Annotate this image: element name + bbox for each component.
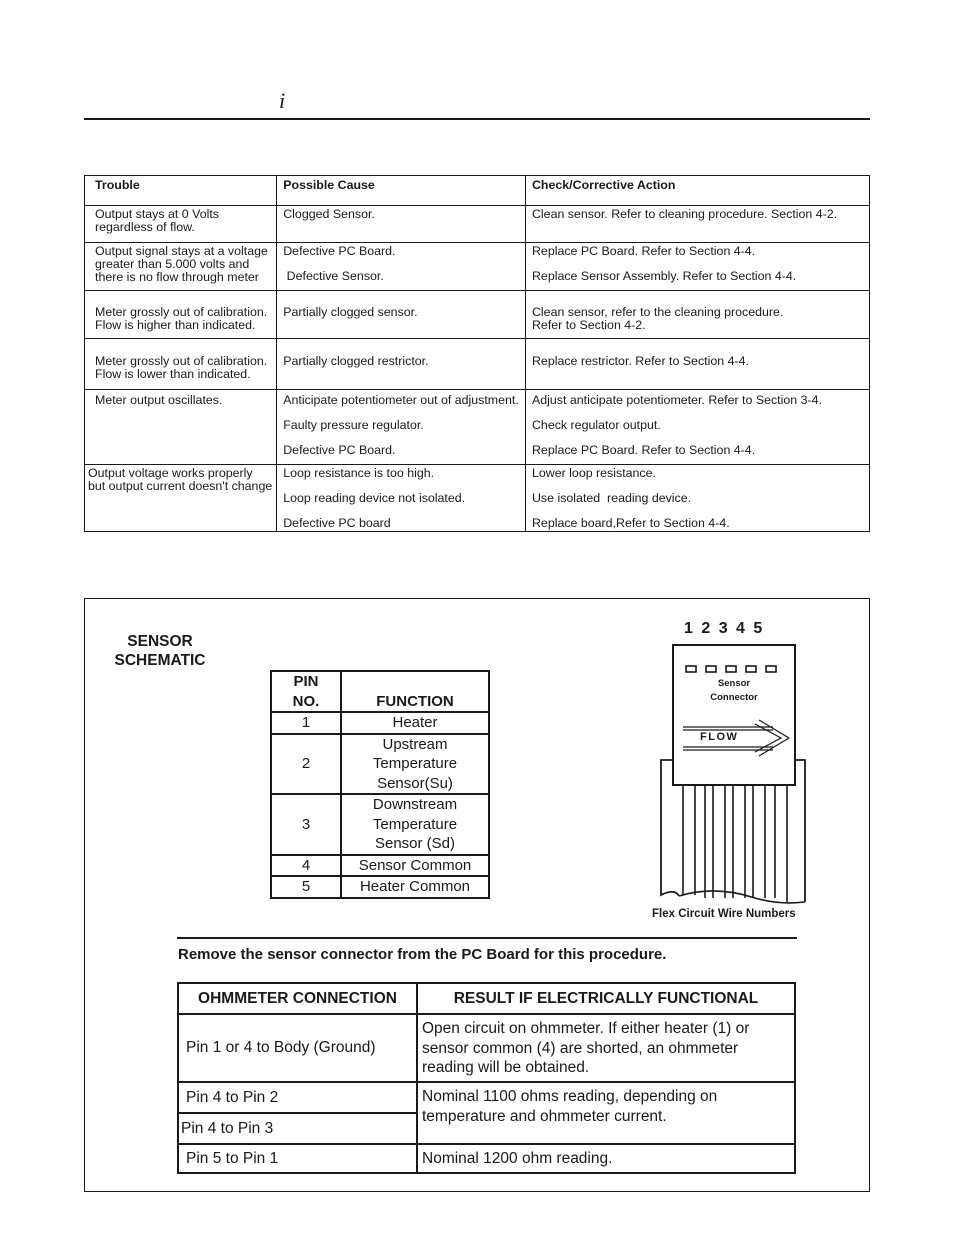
trouble-line: Flow is higher than indicated. — [95, 318, 256, 332]
trouble-line: Meter grossly out of calibration. — [95, 305, 268, 319]
action-line: Clean sensor. Refer to cleaning procedure. Section 4-2. — [531, 207, 838, 221]
cause-line: Defective PC Board. — [283, 244, 396, 258]
action-line: Replace restrictor. Refer to Section 4-4. — [531, 354, 749, 368]
ohm-connection: Pin 5 to Pin 1 — [178, 1144, 417, 1173]
function-line: Heater Common — [359, 878, 471, 895]
flex-circuit-wires — [679, 785, 805, 903]
trouble-line: regardless of flow. — [95, 220, 195, 234]
trouble-line: Meter output oscillates. — [95, 393, 223, 407]
table-row — [85, 291, 870, 339]
action-line: Use isolated reading device. — [531, 491, 692, 505]
pin-header-line: PIN — [293, 673, 319, 690]
pin-table-header — [271, 671, 489, 712]
action-line: Replace Sensor Assembly. Refer to Section 4-4. — [531, 269, 797, 283]
trouble-line: Meter grossly out of calibration. — [95, 354, 268, 368]
title-line: SENSOR — [127, 633, 193, 650]
title-line: SCHEMATIC — [114, 652, 206, 669]
function-line: Temperature — [372, 815, 458, 833]
cause-line: Clogged Sensor. — [283, 207, 375, 221]
procedure-rule — [177, 937, 797, 939]
trouble-cell — [85, 465, 277, 532]
cause-line: Defective PC board — [283, 516, 391, 530]
pin-function — [341, 855, 489, 877]
table-row — [271, 876, 489, 898]
cause-cell — [277, 291, 526, 339]
column-header-trouble: Trouble — [85, 176, 277, 206]
pin-slot-icon — [746, 666, 756, 672]
function-line: Upstream — [382, 735, 448, 753]
cause-line: Partially clogged restrictor. — [283, 354, 429, 368]
ohm-result — [417, 1082, 795, 1144]
action-line: Replace PC Board. Refer to Section 4-4. — [531, 244, 756, 258]
pin-function — [341, 712, 489, 734]
table-row — [178, 1082, 795, 1113]
function-line: Temperature — [372, 755, 458, 772]
ohm-connection: Pin 4 to Pin 3 — [178, 1113, 417, 1144]
cause-line: Loop resistance is too high. — [283, 466, 435, 480]
pin-function-table — [270, 670, 490, 899]
table-row — [178, 1014, 795, 1082]
trouble-line: Output signal stays at a voltage — [95, 244, 268, 258]
sensor-schematic-title — [108, 632, 212, 670]
pin-number: 2 — [271, 734, 341, 795]
column-header-possible-cause: Possible Cause — [277, 176, 526, 206]
action-cell — [525, 390, 869, 465]
table-row — [85, 339, 870, 390]
trouble-cell — [85, 390, 277, 465]
action-cell — [525, 339, 869, 390]
pin-slot-icon — [686, 666, 696, 672]
flex-circuit-caption: Flex Circuit Wire Numbers — [652, 908, 796, 920]
cause-cell — [277, 465, 526, 532]
function-line: Sensor Common — [358, 856, 472, 874]
action-cell — [525, 465, 869, 532]
action-cell — [525, 243, 869, 291]
pin-slot-icon — [706, 666, 716, 672]
result-line: Nominal 1100 ohms reading, depending on — [422, 1088, 718, 1105]
result-line: Nominal 1200 ohm reading. — [422, 1149, 613, 1167]
cause-line: Anticipate potentiometer out of adjustment. — [283, 393, 519, 407]
page-header-mark: i — [279, 88, 286, 113]
trouble-cell — [85, 339, 277, 390]
cause-line: Defective Sensor. — [283, 269, 384, 283]
table-row — [85, 243, 870, 291]
pin-function — [341, 876, 489, 898]
function-line: Downstream — [372, 796, 458, 813]
table-row — [85, 390, 870, 465]
action-cell — [525, 291, 869, 339]
result-header: RESULT IF ELECTRICALLY FUNCTIONAL — [417, 983, 795, 1014]
action-line: Replace board,Refer to Section 4-4. — [531, 516, 730, 530]
ohm-result — [417, 1144, 795, 1173]
table-row — [271, 794, 489, 855]
cause-line: Partially clogged sensor. — [283, 305, 418, 319]
action-cell — [525, 206, 869, 243]
pin-slot-icon — [766, 666, 776, 672]
pin-number: 1 — [271, 712, 341, 734]
pin-number: 5 — [271, 876, 341, 898]
connector-label-line: Connector — [710, 692, 758, 703]
connector-label-line: Sensor — [717, 678, 751, 689]
ohm-connection: Pin 4 to Pin 2 — [178, 1082, 417, 1113]
ohmmeter-connection-header: OHMMETER CONNECTION — [178, 983, 417, 1014]
result-line: sensor common (4) are shorted, an ohmmeter — [422, 1039, 739, 1057]
flow-label: FLOW — [700, 731, 739, 743]
ohm-table-header — [178, 983, 795, 1014]
action-line: Refer to Section 4-2. — [531, 318, 646, 332]
table-row — [271, 712, 489, 734]
function-line: Heater — [392, 714, 438, 731]
pin-slot-icon — [726, 666, 736, 672]
table-row — [271, 734, 489, 795]
table-row — [85, 465, 870, 532]
trouble-cell — [85, 243, 277, 291]
action-line: Check regulator output. — [531, 418, 661, 432]
pin-function — [341, 734, 489, 795]
action-line: Clean sensor, refer to the cleaning procedure. — [531, 305, 784, 319]
action-line: Replace PC Board. Refer to Section 4-4. — [531, 443, 756, 457]
cause-cell — [277, 243, 526, 291]
action-line: Lower loop resistance. — [531, 466, 656, 480]
table-row — [178, 1144, 795, 1173]
cause-cell — [277, 206, 526, 243]
troubleshooting-table — [84, 175, 870, 532]
function-line: Sensor (Sd) — [374, 835, 456, 852]
trouble-cell — [85, 291, 277, 339]
pin-number: 3 — [271, 794, 341, 855]
function-line: Sensor(Su) — [377, 774, 453, 792]
function-header: FUNCTION — [341, 671, 489, 712]
ohm-result — [417, 1014, 795, 1082]
connector-pin-numbers: 1 2 3 4 5 — [684, 620, 765, 637]
pin-function — [341, 794, 489, 855]
procedure-note: Remove the sensor connector from the PC Board for this procedure. — [178, 946, 667, 963]
sensor-connector-label — [693, 677, 775, 705]
column-header-corrective-action: Check/Corrective Action — [525, 176, 869, 206]
trouble-line: Flow is lower than indicated. — [95, 367, 251, 381]
action-line: Adjust anticipate potentiometer. Refer to Section 3-4. — [531, 393, 822, 407]
result-line: temperature and ohmmeter current. — [422, 1107, 667, 1125]
trouble-line: there is no flow through meter — [95, 270, 259, 284]
cause-line: Faulty pressure regulator. — [283, 418, 424, 432]
table-row — [85, 206, 870, 243]
pin-number-header — [271, 671, 341, 712]
trouble-line: greater than 5.000 volts and — [95, 257, 250, 271]
table-header-row — [85, 176, 870, 206]
result-line: Open circuit on ohmmeter. If either heater (1) or — [422, 1020, 750, 1037]
header-rule — [84, 118, 870, 120]
trouble-line: but output current doesn't change — [88, 479, 273, 493]
trouble-cell — [85, 206, 277, 243]
result-line: reading will be obtained. — [422, 1059, 590, 1076]
cause-line: Defective PC Board. — [283, 443, 396, 457]
trouble-line: Output stays at 0 Volts — [95, 207, 219, 221]
ohm-connection: Pin 1 or 4 to Body (Ground) — [178, 1014, 417, 1082]
cause-line: Loop reading device not isolated. — [283, 491, 466, 505]
table-row — [271, 855, 489, 877]
pin-number: 4 — [271, 855, 341, 877]
cause-cell — [277, 390, 526, 465]
cause-cell — [277, 339, 526, 390]
pin-header-line: NO. — [292, 692, 320, 710]
trouble-line: Output voltage works properly — [88, 466, 253, 480]
ohmmeter-table — [177, 982, 796, 1174]
